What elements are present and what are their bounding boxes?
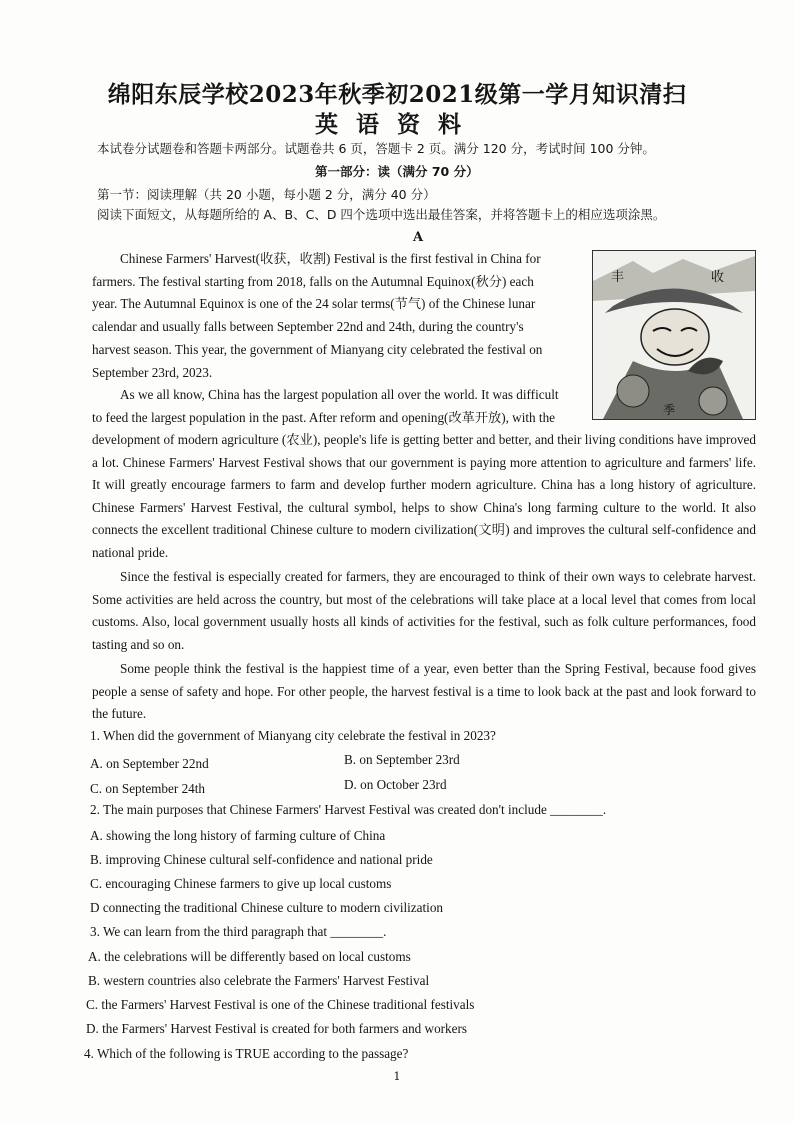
farmer-harvest-illustration bbox=[592, 250, 756, 420]
question-4: 4. Which of the following is TRUE according to the passage? bbox=[84, 1046, 409, 1061]
svg-text:丰: 丰 bbox=[611, 270, 625, 285]
passage-label: A bbox=[413, 230, 424, 245]
q3-option-a[interactable]: A. the celebrations will be differently based on local customs bbox=[88, 949, 411, 964]
p1-line: harvest season. This year, the government of Mianyang city celebrated the festival on bbox=[92, 341, 543, 357]
section-heading bbox=[97, 185, 436, 203]
exam-title: 绵阳东辰学校2023年秋季初2021级第一学月知识清扫 bbox=[107, 81, 687, 108]
exam-instructions: 本试卷分试题卷和答题卡两部分。试题卷共 6 页，答题卡 2 页。满分 120 分，考试时间 100 分钟。 bbox=[97, 141, 655, 156]
q3-option-b[interactable]: B. western countries also celebrate the Farmers' Harvest Festival bbox=[88, 973, 430, 988]
p1-line: farmers. The festival starting from 2018, falls on the Autumnal Equinox(秋分) each bbox=[92, 273, 534, 289]
p1-line: year. The Autumnal Equinox is one of the 24 solar terms(节气) of the Chinese lunar bbox=[92, 296, 536, 312]
q1-option-c[interactable]: C. on September 24th bbox=[90, 781, 206, 796]
q1-option-b[interactable]: B. on September 23rd bbox=[344, 752, 460, 767]
svg-text:季: 季 bbox=[663, 403, 676, 417]
question-1: 1. When did the government of Mianyang city celebrate the festival in 2023? bbox=[90, 728, 496, 743]
q2-option-d[interactable]: D connecting the traditional Chinese culture to modern civilization bbox=[90, 900, 444, 915]
q2-option-c[interactable]: C. encouraging Chinese farmers to give up local customs bbox=[90, 876, 392, 891]
q3-option-c[interactable]: C. the Farmers' Harvest Festival is one of the Chinese traditional festivals bbox=[86, 997, 475, 1012]
q2-option-b[interactable]: B. improving Chinese cultural self-confidence and national pride bbox=[90, 852, 433, 867]
paragraph-3: Since the festival is especially created for farmers, they are encouraged to think of their own ways to celebrate harvest. Some activities are held across the country, but most of the celebrations will take place at a local level that comes from local customs. Also, local government usually hosts all kinds of activities for the festival, such as folk culture performances, food tasting and so on. bbox=[92, 569, 756, 652]
p1-line: September 23rd, 2023. bbox=[92, 364, 213, 380]
question-2: 2. The main purposes that Chinese Farmers' Harvest Festival was created don't include ________. bbox=[90, 802, 607, 817]
p2-line: to feed the largest population in the past. After reform and opening(改革开放), with the bbox=[92, 409, 556, 425]
farmer-illustration-icon bbox=[593, 251, 755, 419]
paragraph-2-rest: development of modern agriculture (农业), people's life is getting better and better, and their living conditions have improved a lot. Chinese Farmers' Harvest Festival shows that our government is paying more attention to agriculture and farmers' life. It will greatly encourage farmers to farm and develop further modern agriculture. China has a long history of agriculture. Chinese Farmers' Harvest Festival, the cultural symbol, helps to show China's long farming culture to the world. It also connects the excellent traditional Chinese culture to modern civilization(文明) and improves the cultural self-confidence and national pride. bbox=[92, 432, 756, 560]
svg-text:收: 收 bbox=[711, 270, 725, 285]
question-3: 3. We can learn from the third paragraph that ________. bbox=[90, 924, 387, 939]
p1-line: Chinese Farmers' Harvest(收获，收割) Festival is the first festival in China for bbox=[120, 251, 541, 266]
q1-option-a[interactable]: A. on September 22nd bbox=[90, 756, 209, 771]
q2-option-a[interactable]: A. showing the long history of farming culture of China bbox=[90, 828, 386, 843]
q3-option-d[interactable]: D. the Farmers' Harvest Festival is created for both farmers and workers bbox=[86, 1021, 468, 1036]
section-heading-text: 第一节：阅读理解（共 20 小题，每小题 2 分，满分 40 分） bbox=[97, 187, 436, 202]
paragraph-2-top bbox=[92, 384, 580, 429]
p2-line: As we all know, China has the largest population all over the world. It was difficult bbox=[120, 387, 559, 402]
q1-option-d[interactable]: D. on October 23rd bbox=[344, 777, 447, 792]
paragraph-4: Some people think the festival is the happiest time of a year, even better than the Spring Festival, because food gives people a sense of safety and hope. For other people, the harvest festival is a time to look back at the past and look forward to the future. bbox=[92, 661, 756, 722]
exam-subtitle: 英语资料 bbox=[315, 111, 479, 138]
directions: 阅读下面短文，从每题所给的 A、B、C、D 四个选项中选出最佳答案，并将答题卡上的相应选项涂黑。 bbox=[97, 207, 666, 222]
p1-line: calendar and usually falls between September 22nd and 24th, during the country's bbox=[92, 319, 524, 335]
page-number: 1 bbox=[393, 1070, 401, 1083]
part-heading: 第一部分：读（满分 70 分） bbox=[315, 164, 479, 179]
paragraph-1 bbox=[92, 248, 580, 384]
